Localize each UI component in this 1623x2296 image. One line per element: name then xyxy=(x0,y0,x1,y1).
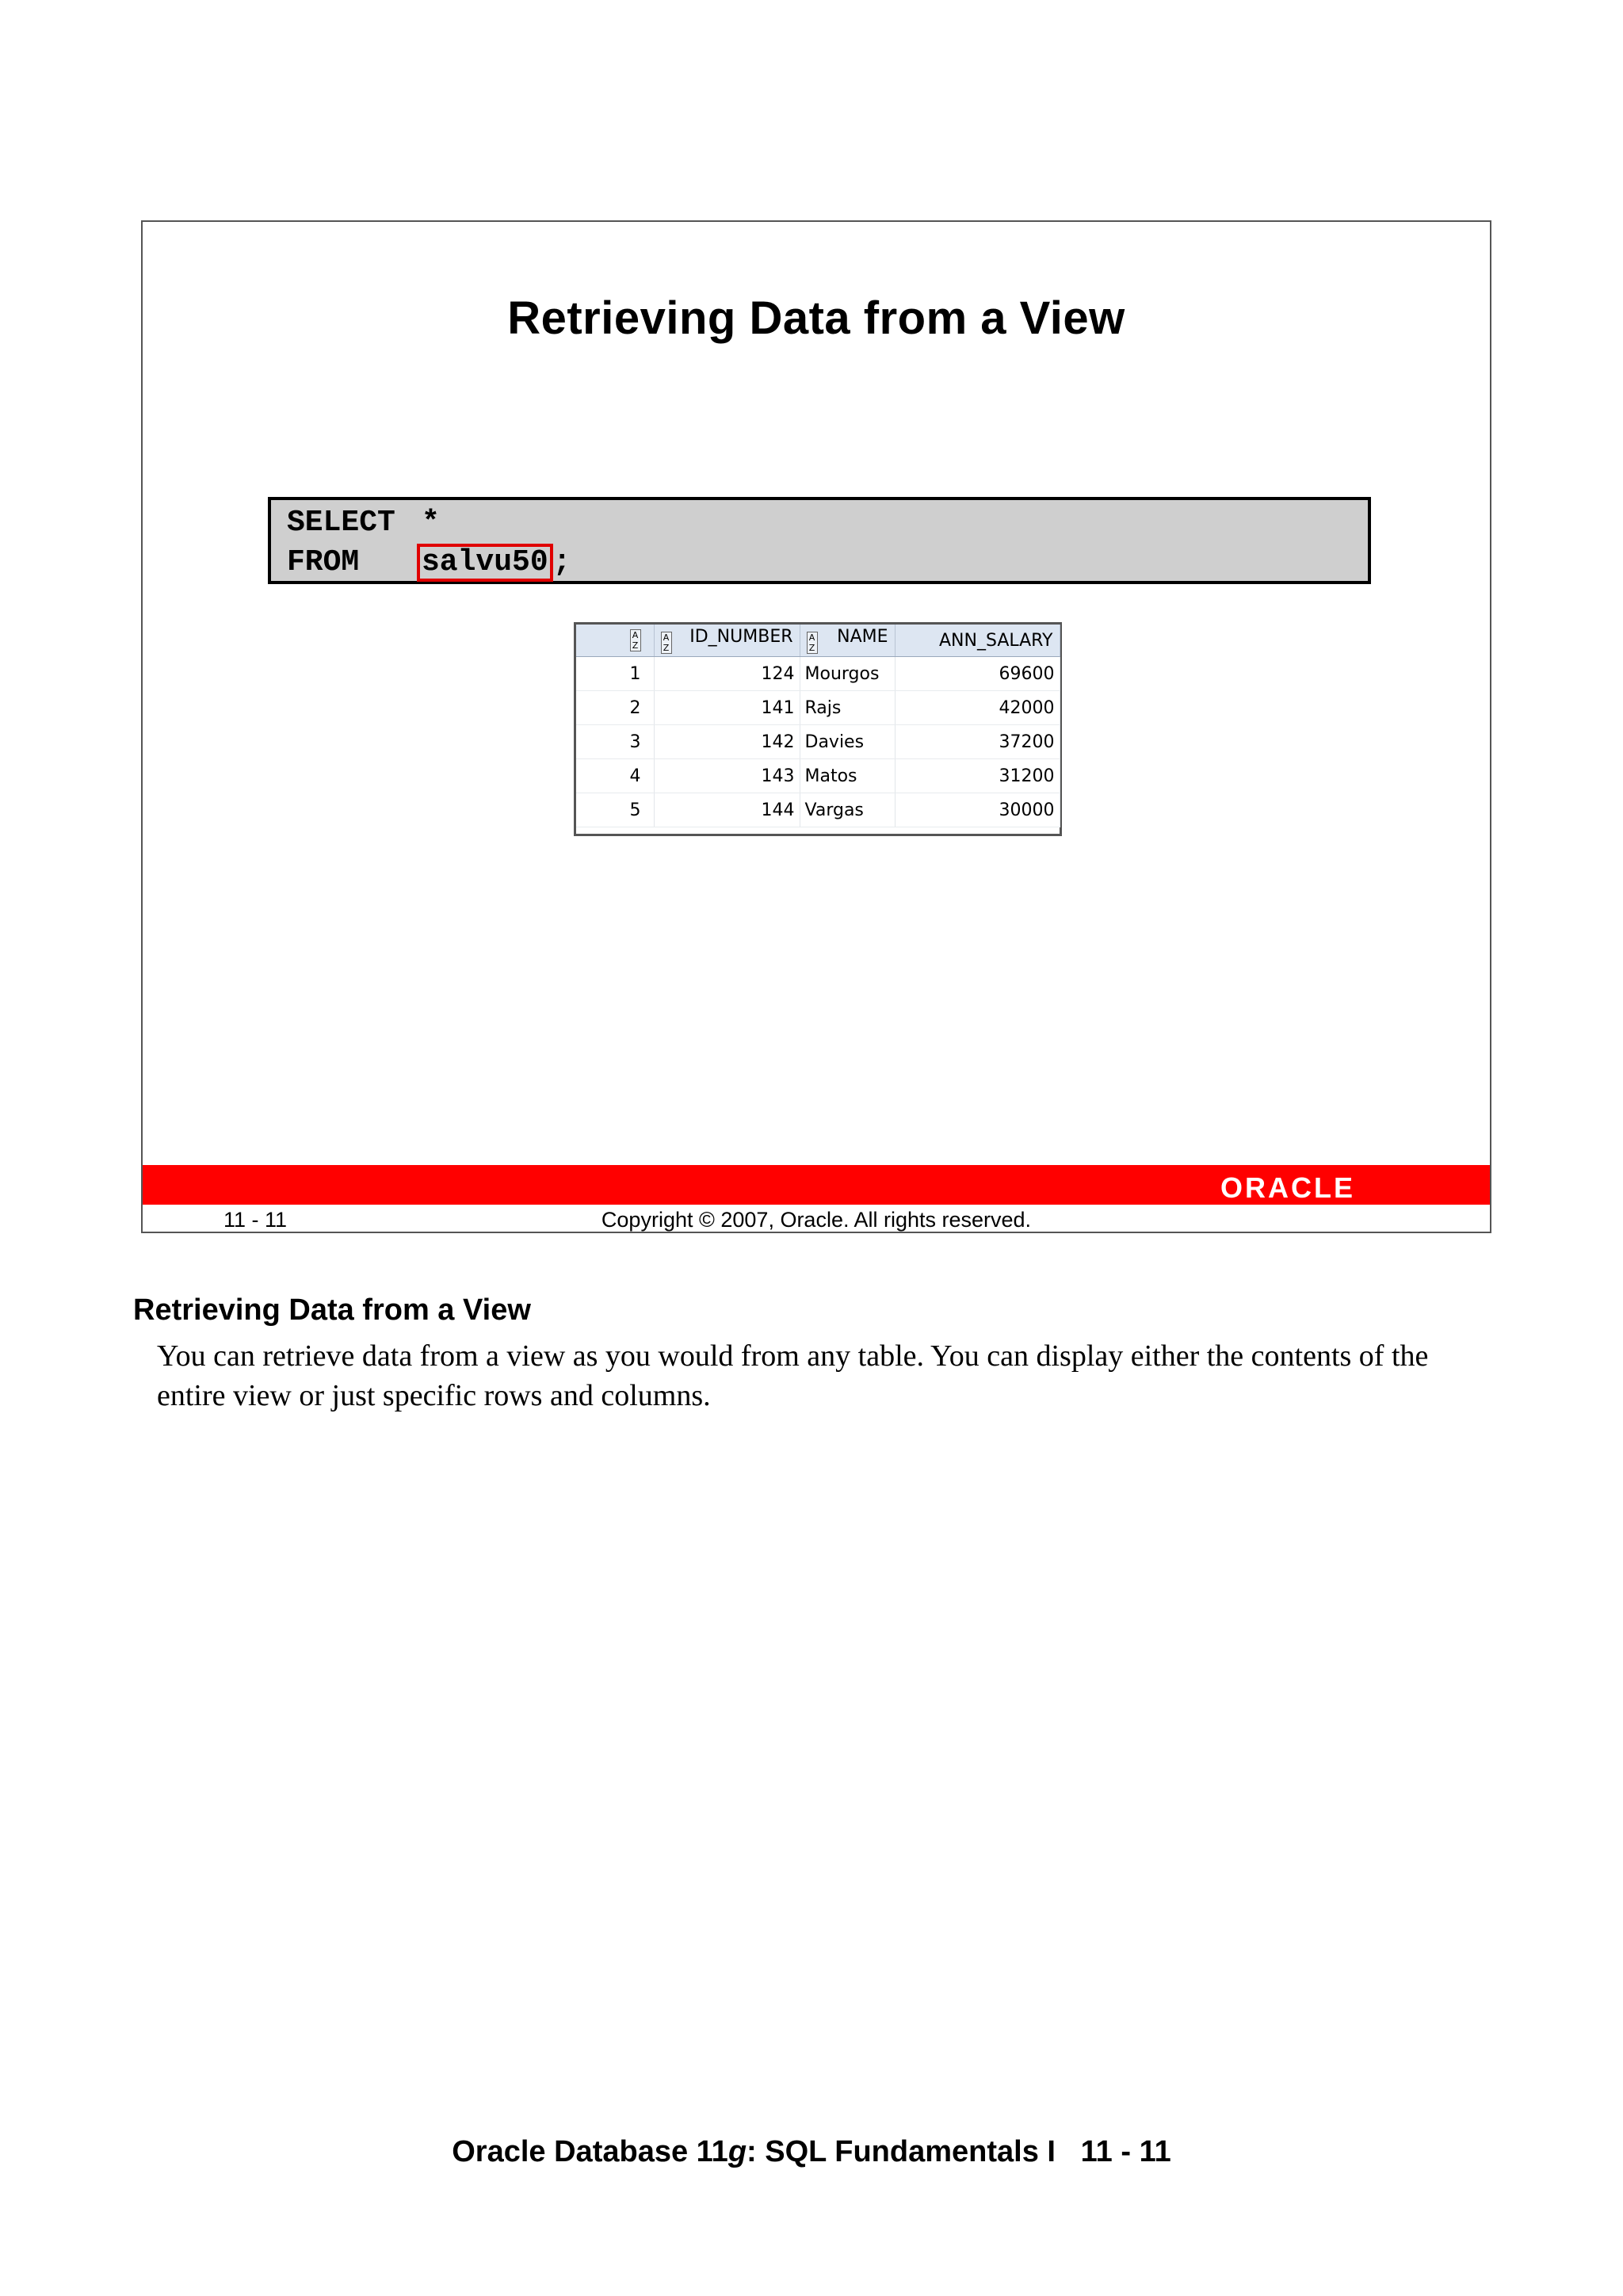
cell-name: Mourgos xyxy=(800,657,895,691)
table-row[interactable] xyxy=(576,793,1060,827)
query-result-grid xyxy=(574,622,1062,836)
rownum-header xyxy=(576,625,654,657)
notes-heading: Retrieving Data from a View xyxy=(133,1293,531,1327)
cell-name: Matos xyxy=(800,759,895,793)
sql-code-box xyxy=(268,497,1371,584)
table-row[interactable] xyxy=(576,691,1060,725)
grid-header-row xyxy=(576,625,1060,657)
column-header-id-number[interactable]: A Z ID_NUMBER xyxy=(654,625,800,657)
slide-page-number: 11 - 11 xyxy=(223,1208,288,1232)
code-line-1 xyxy=(287,503,1368,543)
row-number: 5 xyxy=(576,793,654,827)
cell-ann-salary: 37200 xyxy=(895,725,1060,759)
view-name-highlight: salvu50 xyxy=(417,544,553,582)
oracle-logo: ORACLE xyxy=(1220,1171,1355,1204)
sort-icon[interactable]: A Z xyxy=(630,629,641,651)
code-keyword-from: FROM xyxy=(287,545,360,579)
code-semicolon: ; xyxy=(552,545,571,579)
cell-id-number: 143 xyxy=(654,759,800,793)
slide-title: Retrieving Data from a View xyxy=(507,292,1125,344)
sort-icon[interactable]: A Z xyxy=(661,632,672,654)
copyright-notice: Copyright © 2007, Oracle. All rights reserved. xyxy=(601,1208,1032,1232)
cell-id-number: 141 xyxy=(654,691,800,725)
cell-id-number: 142 xyxy=(654,725,800,759)
slide-frame xyxy=(141,220,1491,1233)
column-header-name[interactable]: A Z NAME xyxy=(800,625,895,657)
sort-icon[interactable]: A Z xyxy=(807,632,818,654)
cell-id-number: 144 xyxy=(654,793,800,827)
cell-name: Vargas xyxy=(800,793,895,827)
cell-name: Davies xyxy=(800,725,895,759)
notes-body: You can retrieve data from a view as you would from any table. You can display either the contents of the entire view or just specific rows and columns. xyxy=(157,1339,1429,1412)
table-row[interactable] xyxy=(576,657,1060,691)
code-line-2 xyxy=(287,543,1368,583)
table-row[interactable] xyxy=(576,725,1060,759)
cell-id-number: 124 xyxy=(654,657,800,691)
code-keyword-select: SELECT xyxy=(287,506,395,540)
table-row[interactable] xyxy=(576,759,1060,793)
cell-name: Rajs xyxy=(800,691,895,725)
row-number: 3 xyxy=(576,725,654,759)
cell-ann-salary: 42000 xyxy=(895,691,1060,725)
cell-ann-salary: 30000 xyxy=(895,793,1060,827)
row-number: 1 xyxy=(576,657,654,691)
cell-ann-salary: 69600 xyxy=(895,657,1060,691)
cell-ann-salary: 31200 xyxy=(895,759,1060,793)
page-footer: Oracle Database 11g: SQL Fundamentals I 11 - 11 xyxy=(452,2135,1171,2168)
row-number: 2 xyxy=(576,691,654,725)
code-star: * xyxy=(422,506,440,540)
slide-red-bar xyxy=(143,1165,1490,1205)
slide-footer xyxy=(143,1208,1490,1232)
row-number: 4 xyxy=(576,759,654,793)
column-header-ann-salary[interactable]: ANN_SALARY xyxy=(895,625,1060,657)
